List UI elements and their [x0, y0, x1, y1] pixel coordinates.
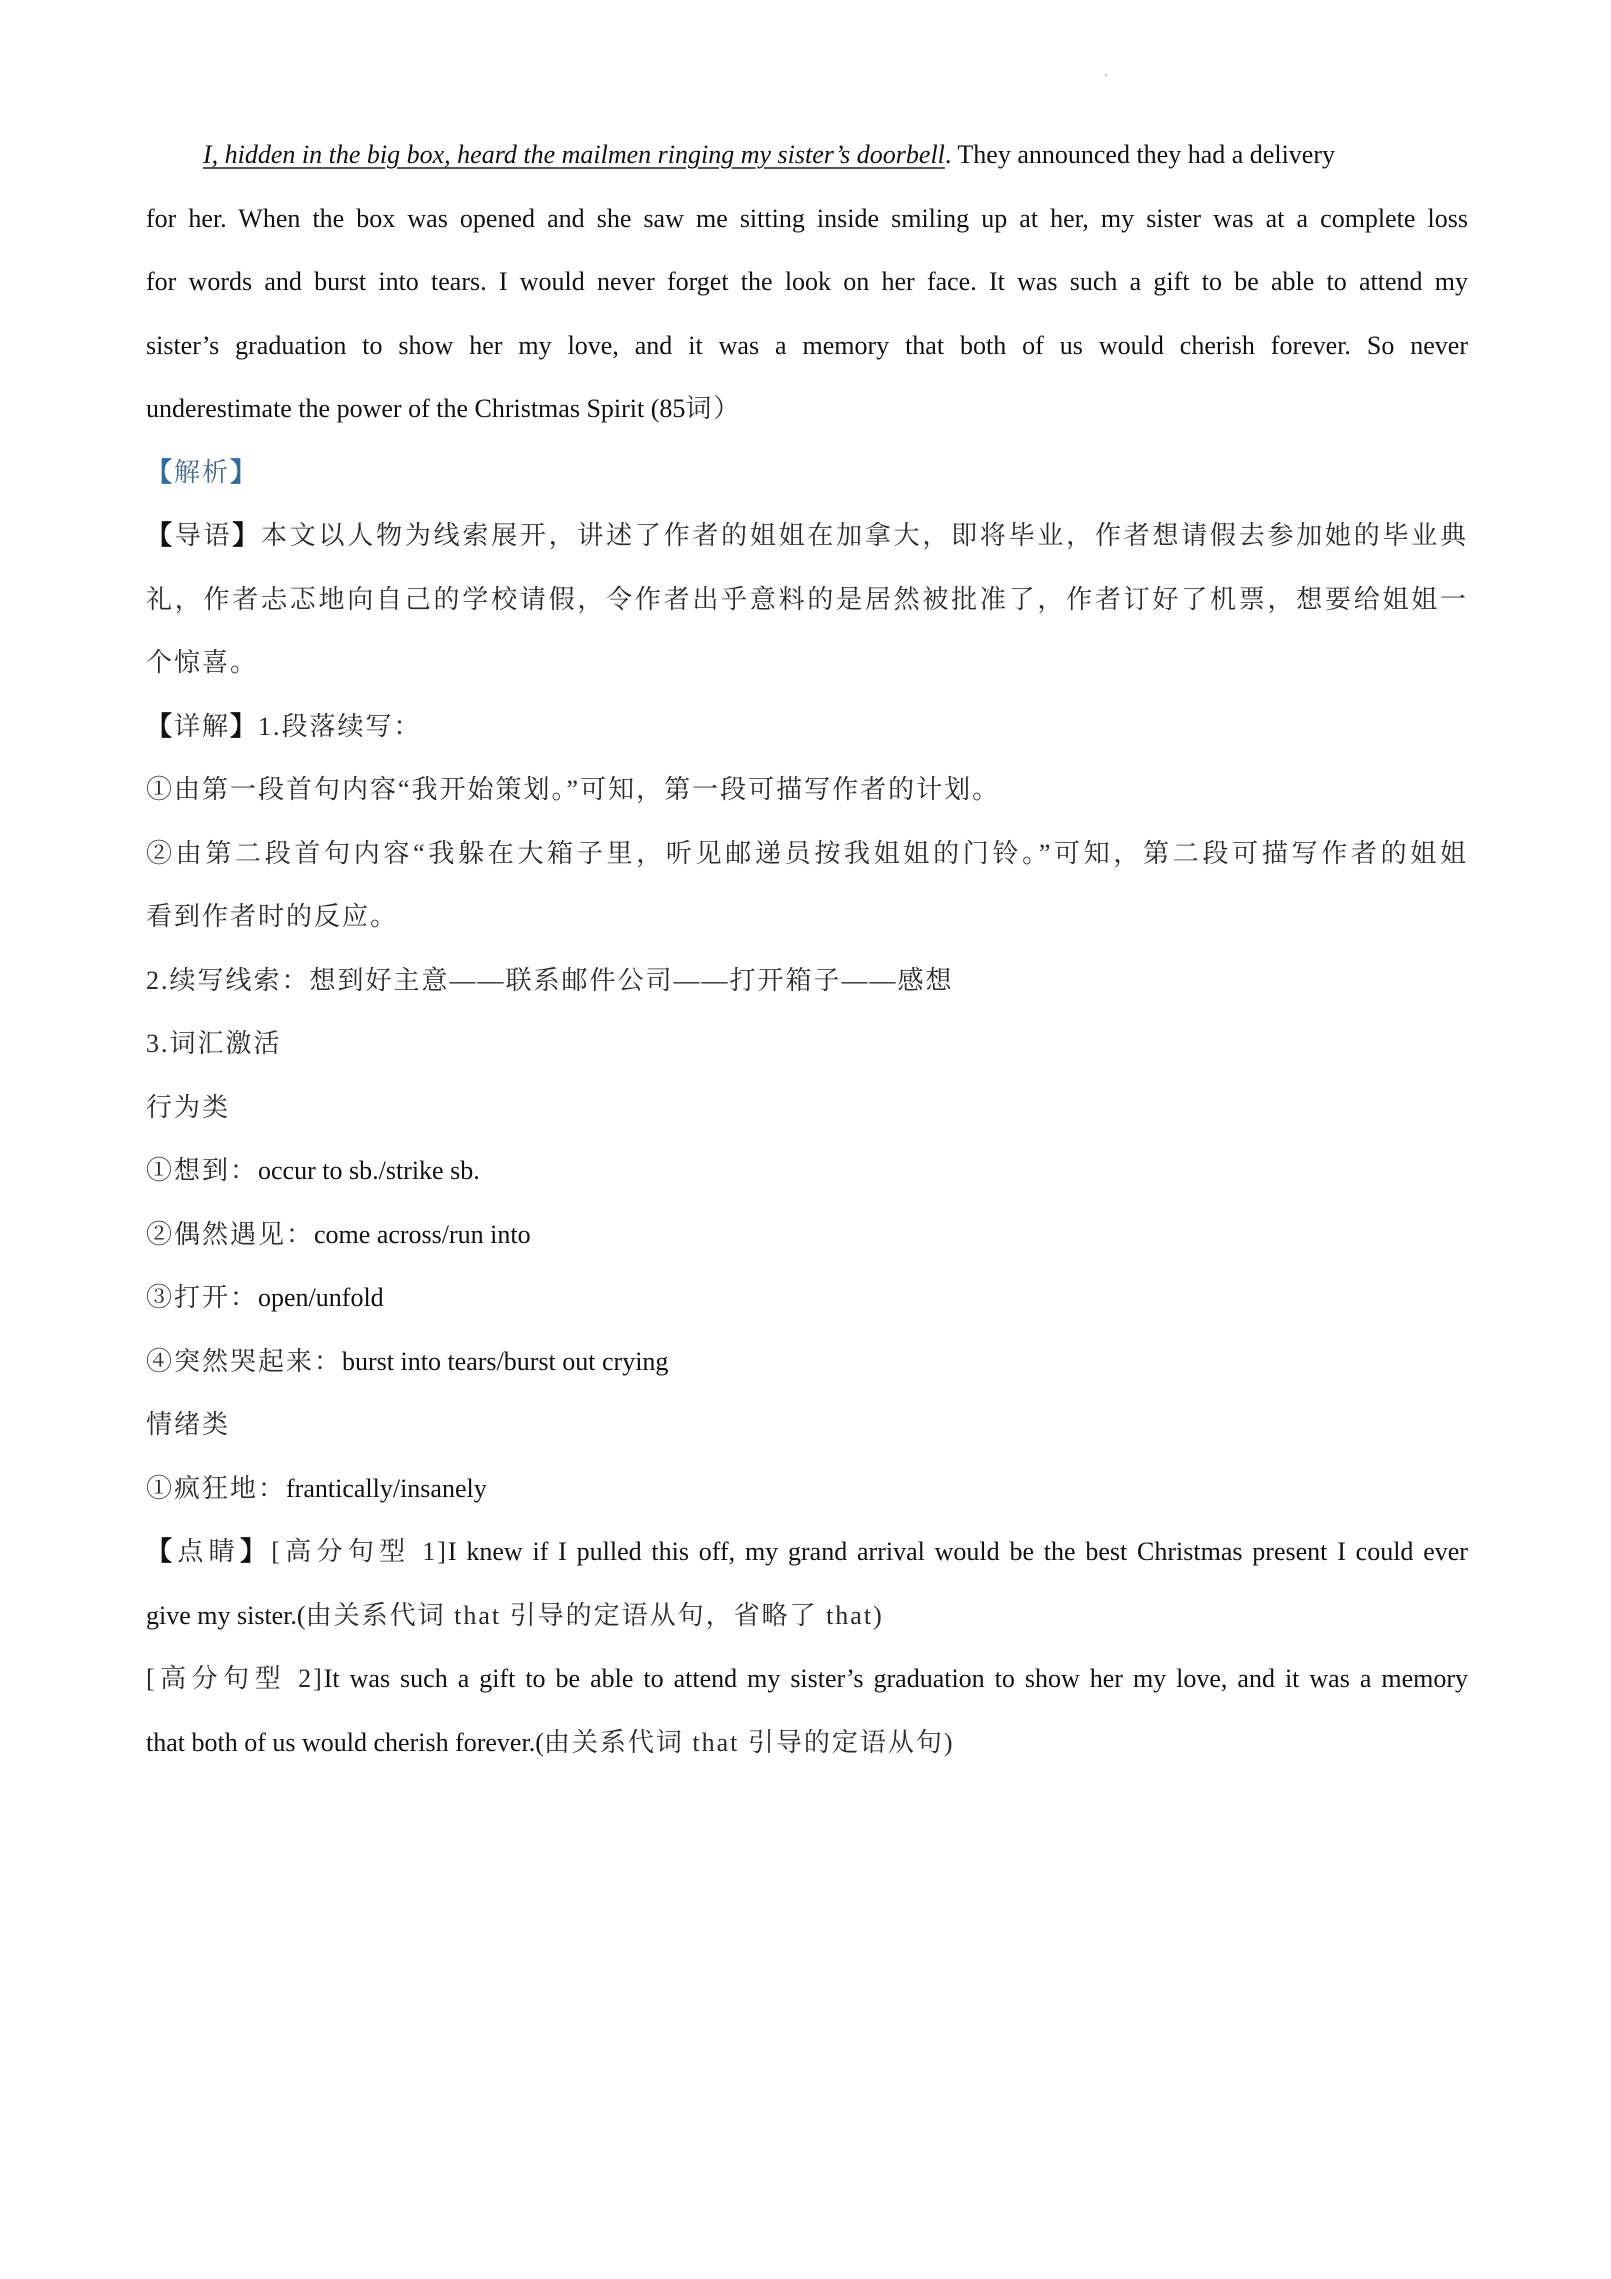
intro-line-2: 礼，作者忐忑地向自己的学校请假，令作者出乎意料的是居然被批准了，作者订好了机票，想要给姐姐一	[146, 584, 1468, 614]
scan-speck	[1105, 74, 1107, 76]
section1-item-1: ①由第一段首句内容“我开始策划。”可知，第一段可描写作者的计划。	[146, 775, 1001, 804]
highlight-tag: 点睛	[177, 1537, 240, 1566]
essay-line-1	[146, 123, 1468, 187]
section2-clues: 2.续写线索：想到好主意——联系邮件公司——打开箱子——感想	[146, 965, 954, 995]
intro-line-1: 【导语】本文以人物为线索展开，讲述了作者的姐姐在加拿大，即将毕业，作者想请假去参加她的毕业典	[146, 521, 1468, 550]
vocab-item: ①想到： occur to sb./strike sb.	[146, 1156, 480, 1185]
pattern2-sentence: It was such a gift to be able to attend my sister’s graduation to show her my love, and it was a memory	[323, 1664, 1468, 1693]
intro-tag: 导语	[174, 521, 233, 550]
section1-item-2-cont: 看到作者时的反应。	[146, 902, 399, 931]
highlight-line-2: give my sister.( 由关系代词 that 引导的定语从句，省略了 that)	[146, 1584, 1468, 1648]
highlight-line-3	[146, 1647, 1468, 1711]
highlight-line-1: 【点睛】[高分句型 1]I knew if I pulled this off, my grand arrival would be the best Christmas present I could ever	[146, 1537, 1468, 1566]
vocab-item: ③打开： open/unfold	[146, 1283, 384, 1312]
section1-item-2: ②由第二段首句内容“我躲在大箱子里，听见邮递员按我姐姐的门铃。”可知，第二段可描写作者的姐姐	[146, 838, 1468, 868]
essay-line-5-text: underestimate the power of the Christmas Spirit (85	[146, 394, 686, 423]
section3-title: 3.词汇激活	[146, 1029, 282, 1058]
intro-line-3: 个惊喜。	[146, 648, 259, 677]
pattern1-label: [高分句型 1]	[271, 1537, 448, 1566]
essay-line-3: for words and burst into tears. I would never forget the look on her face. It was such a gift to be able to attend my	[146, 267, 1468, 296]
highlight-line-4: that both of us would cherish forever.( 由关系代词 that 引导的定语从句)	[146, 1711, 1468, 1775]
essay-line-4: sister’s graduation to show her my love, and it was a memory that both of us would cherish forever. So never	[146, 330, 1468, 360]
emotion-category: 情绪类	[146, 1410, 231, 1439]
detail-tag: 详解	[174, 711, 231, 741]
analysis-heading	[146, 441, 1468, 505]
pattern1-note: 由关系代词 that 引导的定语从句，省略了 that)	[305, 1600, 884, 1630]
essay-line-1-rest: . They announced they had a delivery	[944, 140, 1335, 169]
vocab-item: ①疯狂地： frantically/insanely	[146, 1473, 487, 1503]
word-count-close: ）	[713, 394, 742, 423]
vocab-item: ④突然哭起来： burst into tears/burst out crying	[146, 1346, 669, 1376]
pattern1-sentence: I knew if I pulled this off, my grand arrival would be the best Christmas present I could ever	[447, 1537, 1468, 1566]
section1-title: 1.段落续写：	[258, 711, 422, 741]
pattern2-note: 由关系代词 that 引导的定语从句)	[543, 1727, 955, 1757]
document-page	[146, 123, 1468, 1774]
vocab-item: ②偶然遇见： come across/run into	[146, 1219, 531, 1249]
word-count-unit: 词	[685, 394, 714, 423]
analysis-tag: 【解析】	[146, 457, 259, 487]
pattern2-label: [高分句型 2]	[146, 1664, 324, 1693]
essay-line-5	[146, 377, 1468, 441]
detail-heading: 【 详解 】 1.段落续写：	[146, 695, 1468, 759]
underlined-starter-sentence: I, hidden in the big box, heard the mailmen ringing my sister’s doorbell	[203, 140, 945, 169]
essay-line-2: for her. When the box was opened and she saw me sitting inside smiling up at her, my sister was at a complete loss	[146, 203, 1468, 233]
behavior-category: 行为类	[146, 1092, 231, 1122]
